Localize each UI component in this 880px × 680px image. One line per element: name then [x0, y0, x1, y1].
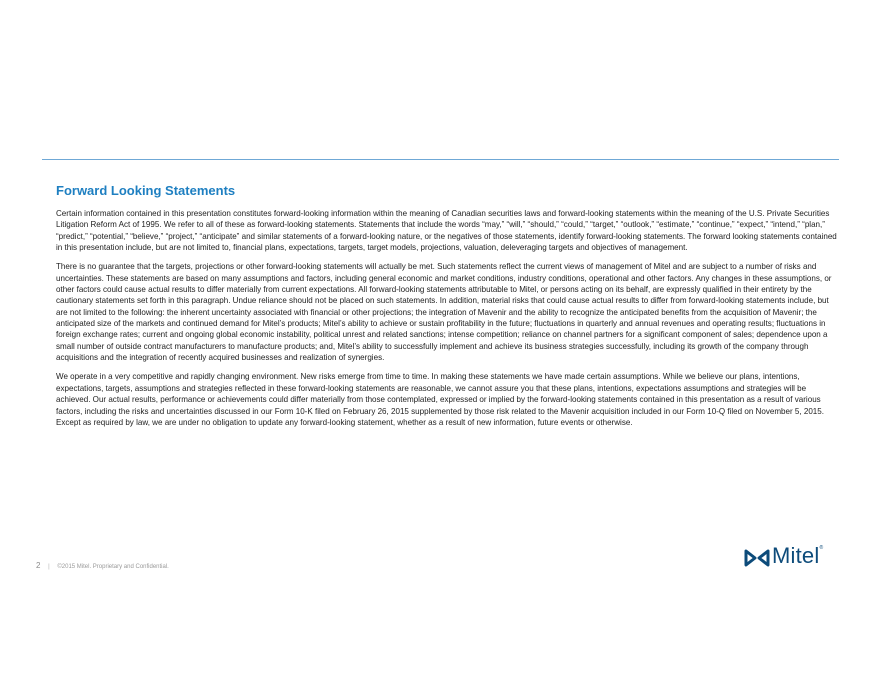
logo-wordmark: Mitel® [772, 543, 824, 568]
slide-title: Forward Looking Statements [56, 183, 236, 198]
slide-body [56, 208, 838, 436]
paragraph-2: There is no guarantee that the targets, projections or other forward-looking statements will actually be met. Such statements reflect the current views of management of Mitel and are subject to a number of risks and uncertainties. These statements are based on many assumptions and factors, including general economic and market conditions, industry conditions, operational and other factors. Any changes in these assumptions, or other factors could cause actual results to differ materially from current expectations. All forward-looking statements attributable to Mitel, or persons acting on its behalf, are expressly qualified in their entirety by the cautionary statements set forth in this paragraph. Undue reliance should not be placed on such statements. In addition, material risks that could cause actual results to differ from forward-looking statements include, but are not limited to the following: the inherent uncertainty associated with financial or other projections; the integration of Mavenir and the ability to recognize the anticipated benefits from the acquisition of Mavenir; the anticipated size of the markets and continued demand for Mitel’s products; Mitel’s ability to achieve or sustain profitability in the future; fluctuations in quarterly and annual revenues and operating results; fluctuations in foreign exchange rates; current and ongoing global economic instability, political unrest and related sanctions; intense competition; reliance on channel partners for a significant component of sales; dependence upon a small number of outside contract manufacturers to manufacture products; and, Mitel’s ability to successfully implement and achieve its business strategies successfully, including its growth of the company through acquisitions and the integration of recently acquired businesses and realization of synergies. [56, 262, 832, 363]
footer [36, 561, 169, 570]
mitel-logo-icon [744, 548, 770, 568]
paragraph-1: Certain information contained in this presentation constitutes forward-looking information within the meaning of Canadian securities laws and forward-looking statements within the meaning of the U.S. Private Securities Litigation Reform Act of 1995. We refer to all of these as forward-looking statements. Statements that include the words “may,” “will,” “should,” “could,” “target,” “outlook,” “estimate,” “continue,” “expect,” “intend,” “plan,” “predict,” “potential,” “believe,” “project,” “anticipate” and similar statements of a forward-looking nature, or the negatives of those statements, identify forward-looking statements. The forward looking statements contained in this presentation include, but are not limited to, financial plans, expectations, targets, target models, projections, valuation, deleveraging targets and objectives of management. [56, 209, 837, 253]
header-divider [42, 159, 839, 160]
mitel-logo [744, 544, 844, 570]
footer-separator: | [48, 564, 50, 570]
paragraph-3: We operate in a very competitive and rapidly changing environment. New risks emerge from time to time. In making these statements we have made certain assumptions. While we believe our plans, intentions, expectations, targets, assumptions and strategies reflected in these forward-looking statements are reasonable, we cannot assure you that these plans, intentions, expectations assumptions and strategies will be achieved. Our actual results, performance or achievements could differ materially from those contemplated, expressed or implied by the forward-looking statements contained in this presentation as a result of various factors, including the risks and uncertainties discussed in our Form 10-K filed on February 26, 2015 supplemented by those risk related to the Mavenir acquisition included in our Form 10-Q filed on November 5, 2015. Except as required by law, we are under no obligation to update any forward-looking statement, whether as a result of new information, future events or otherwise. [56, 372, 824, 427]
copyright-text: ©2015 Mitel. Proprietary and Confidential. [57, 564, 169, 570]
page-number: 2 [36, 561, 41, 570]
